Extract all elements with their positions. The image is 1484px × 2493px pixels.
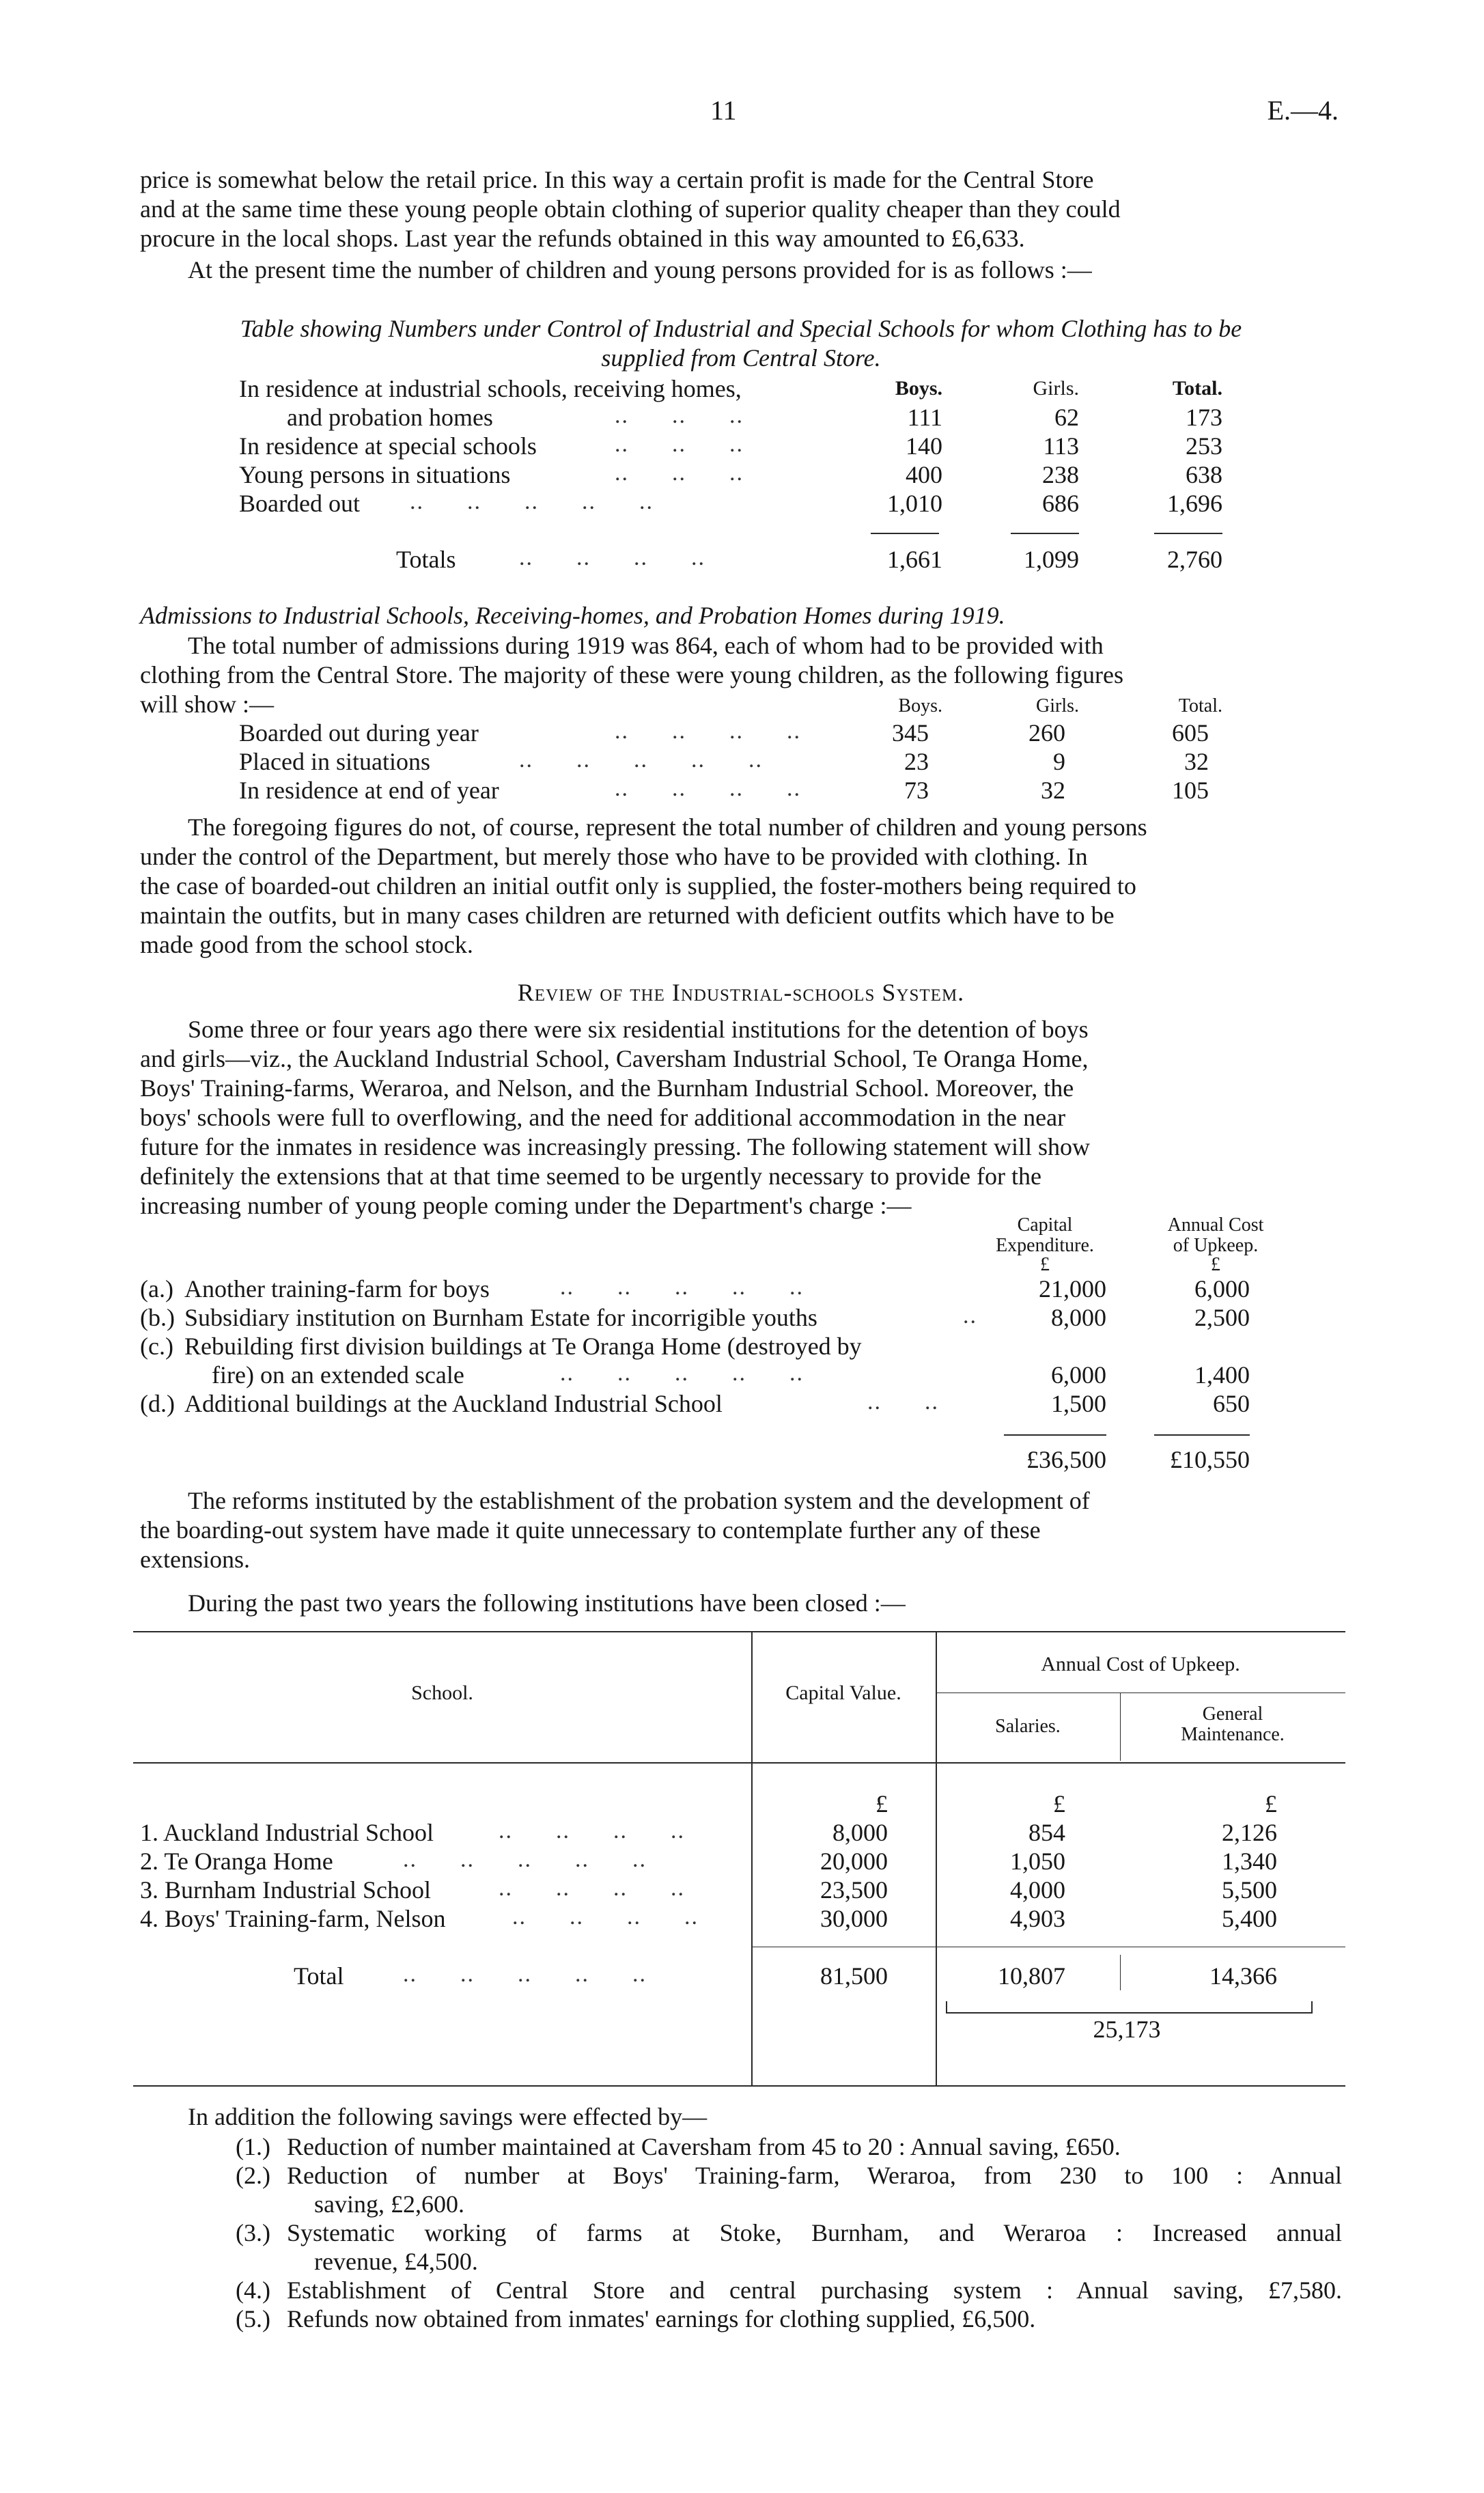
total-bracket-right: [1127, 2001, 1313, 2014]
saving-mark: (3.): [236, 2219, 270, 2246]
closed-unit-general: £: [1265, 1790, 1277, 1817]
foregoing-line: under the control of the Department, but merely those who have to be provided with clothing. In: [140, 843, 1088, 870]
closed-salaries-value: 854: [1028, 1819, 1065, 1846]
table1-row-label: In residence at industrial schools, receiving homes,: [239, 375, 742, 402]
extension-upkeep: 6,000: [1194, 1275, 1250, 1303]
table1-girls-value: 113: [1043, 432, 1079, 460]
admissions-header-girls: Girls.: [1036, 695, 1079, 716]
closed-salaries-value: 1,050: [1010, 1848, 1065, 1875]
admissions-boys-value: 73: [904, 777, 929, 804]
savings-intro: In addition the following savings were effected by—: [188, 2103, 708, 2130]
closed-general-value: 5,500: [1222, 1876, 1277, 1904]
review-line: Some three or four years ago there were six residential institutions for the detention of boys: [188, 1016, 1089, 1043]
upkeep-header-line1: Annual Cost: [1167, 1214, 1264, 1236]
admissions-girls-value: 32: [1041, 777, 1065, 804]
closed-general-value: 5,400: [1222, 1905, 1277, 1932]
extension-label-cont: fire) on an extended scale: [212, 1361, 464, 1389]
saving-mark: (1.): [236, 2133, 270, 2160]
extension-label: Additional buildings at the Auckland Industrial School: [184, 1390, 723, 1417]
extension-upkeep: 650: [1213, 1390, 1250, 1417]
admissions-boys-value: 345: [892, 719, 929, 747]
closed-school-name: 2. Te Oranga Home: [140, 1848, 333, 1875]
page-number: 11: [710, 95, 737, 126]
intro-paragraph: [140, 165, 1342, 253]
admissions-girls-value: 9: [1053, 748, 1065, 775]
admissions-line: clothing from the Central Store. The majority of these were young children, as the following figures: [140, 661, 1123, 688]
document-page: 11 E.—4. price is somewhat below the retail price. In this way a certain profit is made for the Central Store and at the same time these young people obtain clothing of superior quality cheaper than they could procure in the local shops. Last year the refunds obtained in this way amounted to £6,633. At the present time the number of children and young persons provided for is as follows :— Table showing Numbers under Control of Industrial and Special Schools for whom Clothing has to be supplied from Central Store. Boys. Girls. Total. In residence at industrial schools, receiving homes, and probation homes .. .. .. 111 62 173 In residence at special schools .. .. .. 140 113 253 Young persons in situations .. .. .. 400 238 638 Boarded out .. .. .. .. .. 1,010 686 1,696 Totals .. .. .. .. 1,661 1,099 2,760 Admissions to Industrial Schools, Receiving-homes, and Probation Homes during 1919. The total number of admissions during 1919 was 864, each of whom had to be provided with clothing from the Central Store. The majority of these were young children, as the following figures will show :— Boys. Girls. Total. Boarded out during year .. .. .. .. 345 260 605 Placed in situations .. .. .. .. .. 23 9 32 In residence at end of year .. .. .. .. 73 32 105 The foregoing figures do not, of course, represent the total number of children and young persons under the control of the Department, but merely those who have to be provided with clothing. In the case of boarded-out children an initial outfit only is supplied, the foster-mothers being required to maintain the outfits, but in many cases children are returned with deficient outfits which have to be made good from the school stock. Review of the Industrial-schools System. Some three or four years ago there were six residential institutions for the detention of boys and girls—viz., the Auckland Industrial School, Caversham Industrial School, Te Oranga Home, Boys' Training-farms, Weraroa, and Nelson, and the Burnham Industrial School. Moreover, the boys' schools were full to overflowing, and the need for additional accommodation in the near future for the inmates in residence was increasingly pressing. The following statement will show definitely the extensions that at that time seemed to be urgently necessary to provide for the increasing number of young people coming under the Department's charge :— Capital Expenditure. £ Annual Cost of Upkeep. £ (a.) Another training-farm for boys .. .. .. .. .. 21,000 6,000 (b.) Subsidiary institution on Burnham Estate for incorrigible youths .. 8,000 2,500 (c.) Rebuilding first division buildings at Te Oranga Home (destroyed by fire) on an extended scale .. .. .. .. .. 6,000 1,400 (d.) Additional buildings at the Auckland Industrial School .. .. 1,500 650 £36,500 £10,550 The reforms instituted by the establishment of the probation system and the development of the boarding-out system have made it quite unnecessary to contemplate further any of these extensions. During the past two years the following institutions have been closed :— School. Capital Value. Annual Cost of Upkeep. Salaries. General Maintenance. £ £ £ 1. Auckland Industrial School .. .. .. .. 8,000 854 2,126 2. Te Oranga Home .. .. .. .. .. 20,000 1,050 1,340 3. Burnham Industrial School .. .. .. .. 23,500 4,000 5,500 4. Boys' Training-farm, Nelson .. .. .. .. 30,000 4,903 5,400 Total .. .. .. .. .. 81,500 10,807 14,366 25,173 In addition the following savings were effected by— (1.) Reduction of number maintained at Caversham from 45 to 20 : Annual saving, £650. (2.) Reduction of number at Boys' Training-farm, Weraroa, from 230 to 100 : Annual saving, £2,600. (3.) Systematic working of farms at Stoke, Burnham, and Weraroa : Increased annual revenue, £4,500. (4.) Establishment of Central Store and central purchasing system : Annual saving, £7,580. (5.) Refunds now obtained from inmates' earnings for clothing supplied, £6,500.: [0, 0, 1484, 2493]
table1-row-label: In residence at special schools: [239, 432, 537, 460]
foregoing-line: made good from the school stock.: [140, 931, 473, 958]
saving-mark: (2.): [236, 2162, 270, 2189]
closed-total-salaries: 10,807: [998, 1962, 1065, 1990]
extension-mark: (b.): [140, 1304, 175, 1331]
extension-mark: (c.): [140, 1333, 173, 1360]
total-bracket-left: [946, 2001, 1128, 2014]
saving-text: Refunds now obtained from inmates' earnings for clothing supplied, £6,500.: [287, 2305, 1036, 2332]
intro-line: procure in the local shops. Last year the refunds obtained in this way amounted to £6,633.: [140, 225, 1025, 252]
extension-label: Subsidiary institution on Burnham Estate for incorrigible youths: [184, 1304, 817, 1331]
table1-total-value: 1,696: [1167, 490, 1222, 517]
table1-total-value: 173: [1186, 404, 1222, 431]
table1-row-label: Boarded out: [239, 490, 360, 517]
admissions-girls-value: 260: [1028, 719, 1065, 747]
closed-capital-value: 20,000: [820, 1848, 888, 1875]
intro-line: and at the same time these young people obtain clothing of superior quality cheaper than they could: [140, 195, 1121, 223]
intro-line: price is somewhat below the retail price. In this way a certain profit is made for the Central Store: [140, 166, 1094, 193]
saving-text-cont: saving, £2,600.: [314, 2190, 464, 2218]
reforms-line: The reforms instituted by the establishment of the probation system and the development of: [188, 1487, 1090, 1514]
saving-text-cont: revenue, £4,500.: [314, 2248, 478, 2275]
review-line: definitely the extensions that at that time seemed to be urgently necessary to provide for the: [140, 1162, 1041, 1190]
table1-caption-line: Table showing Numbers under Control of Industrial and Special Schools for whom Clothing has to be: [240, 315, 1242, 342]
saving-text: Reduction of number maintained at Caversham from 45 to 20 : Annual saving, £650.: [287, 2133, 1121, 2160]
table1-caption-line: supplied from Central Store.: [601, 344, 881, 372]
extensions-total-upkeep: £10,550: [1170, 1446, 1250, 1473]
table1-totals-girls: 1,099: [1024, 546, 1079, 573]
closed-general-value: 2,126: [1222, 1819, 1277, 1846]
closed-school-name: 3. Burnham Industrial School: [140, 1876, 431, 1904]
saving-text: Establishment of Central Store and central purchasing system : Annual saving, £7,580.: [287, 2276, 1342, 2304]
table1-girls-value: 686: [1042, 490, 1079, 517]
closed-header-capital: Capital Value.: [785, 1682, 901, 1704]
table1-boys-value: 400: [906, 461, 942, 488]
table1-totals-label: Totals: [396, 546, 456, 573]
capital-header-line2: Expenditure.: [996, 1235, 1094, 1256]
reforms-line: the boarding-out system have made it quite unnecessary to contemplate further any of these: [140, 1516, 1041, 1544]
closed-header-salaries: Salaries.: [995, 1716, 1061, 1737]
extension-label: Another training-farm for boys: [184, 1275, 490, 1303]
table1-row-label: and probation homes: [287, 404, 493, 431]
table1-totals-total: 2,760: [1167, 546, 1222, 573]
closed-school-name: 1. Auckland Industrial School: [140, 1819, 434, 1846]
admissions-total-value: 605: [1172, 719, 1209, 747]
extensions-total-capital: £36,500: [1026, 1446, 1106, 1473]
saving-mark: (4.): [236, 2276, 270, 2304]
upkeep-header-line2: of Upkeep.: [1173, 1235, 1259, 1256]
table1-header-boys: Boys.: [895, 377, 942, 400]
table1-total-value: 638: [1186, 461, 1222, 488]
review-line: increasing number of young people coming under the Department's charge :—: [140, 1192, 912, 1219]
closed-salaries-value: 4,000: [1010, 1876, 1065, 1904]
closed-total-label: Total: [294, 1962, 344, 1990]
review-heading: Review of the Industrial-schools System.: [517, 979, 965, 1006]
extension-capital: 1,500: [1051, 1390, 1106, 1417]
closed-intro: During the past two years the following institutions have been closed :—: [188, 1589, 906, 1617]
reforms-paragraph: [140, 1486, 1342, 1574]
review-line: Boys' Training-farms, Weraroa, and Nelson, and the Burnham Industrial School. Moreover, the: [140, 1074, 1074, 1102]
document-reference: E.—4.: [1267, 95, 1339, 126]
table1-girls-value: 62: [1054, 404, 1079, 431]
admissions-header-boys: Boys.: [898, 695, 942, 716]
table1-header-girls: Girls.: [1033, 377, 1079, 400]
table1-totals-boys: 1,661: [887, 546, 942, 573]
foregoing-paragraph: [140, 813, 1342, 960]
closed-combined-total: 25,173: [1093, 2016, 1161, 2043]
closed-general-value: 1,340: [1222, 1848, 1277, 1875]
admissions-line: will show :—: [140, 691, 275, 718]
extension-capital: 21,000: [1039, 1275, 1106, 1303]
admissions-row-label: Placed in situations: [239, 748, 430, 775]
review-line: and girls—viz., the Auckland Industrial School, Caversham Industrial School, Te Oranga Home,: [140, 1045, 1089, 1072]
table1-boys-value: 1,010: [887, 490, 942, 517]
capital-header-unit: £: [1040, 1254, 1050, 1275]
admissions-boys-value: 23: [904, 748, 929, 775]
review-paragraph: [140, 1015, 1342, 1221]
review-line: future for the inmates in residence was increasingly pressing. The following statement will show: [140, 1133, 1090, 1160]
admissions-total-value: 105: [1172, 777, 1209, 804]
closed-salaries-value: 4,903: [1010, 1905, 1065, 1932]
table1-total-value: 253: [1186, 432, 1222, 460]
extension-mark: (a.): [140, 1275, 173, 1303]
extension-label: Rebuilding first division buildings at Te Oranga Home (destroyed by: [184, 1333, 862, 1360]
closed-total-general: 14,366: [1209, 1962, 1277, 1990]
closed-capital-value: 30,000: [820, 1905, 888, 1932]
foregoing-line: the case of boarded-out children an initial outfit only is supplied, the foster-mothers being required to: [140, 872, 1136, 900]
table1-caption: [140, 314, 1342, 373]
saving-mark: (5.): [236, 2305, 270, 2332]
closed-header-school: School.: [411, 1682, 473, 1704]
closed-school-name: 4. Boys' Training-farm, Nelson: [140, 1905, 446, 1932]
extension-capital: 6,000: [1051, 1361, 1106, 1389]
table1-boys-value: 140: [906, 432, 942, 460]
closed-capital-value: 23,500: [820, 1876, 888, 1904]
table1-header-total: Total.: [1172, 377, 1222, 400]
extension-mark: (d.): [140, 1390, 175, 1417]
intro-paragraph-2: At the present time the number of children and young persons provided for is as follows :—: [188, 256, 1092, 283]
foregoing-line: maintain the outfits, but in many cases children are returned with deficient outfits which have to be: [140, 902, 1115, 929]
closed-unit-salaries: £: [1053, 1790, 1065, 1817]
extension-capital: 8,000: [1051, 1304, 1106, 1331]
capital-header-line1: Capital: [1017, 1214, 1073, 1236]
saving-text: Systematic working of farms at Stoke, Burnham, and Weraroa : Increased annual: [287, 2219, 1342, 2246]
admissions-row-label: Boarded out during year: [239, 719, 479, 747]
extension-upkeep: 1,400: [1194, 1361, 1250, 1389]
extension-upkeep: 2,500: [1194, 1304, 1250, 1331]
admissions-total-value: 32: [1184, 748, 1209, 775]
admissions-row-label: In residence at end of year: [239, 777, 499, 804]
upkeep-header-unit: £: [1211, 1254, 1220, 1275]
closed-header-general-2: Maintenance.: [1181, 1724, 1285, 1745]
closed-total-capital: 81,500: [820, 1962, 888, 1990]
saving-text: Reduction of number at Boys' Training-farm, Weraroa, from 230 to 100 : Annual: [287, 2162, 1342, 2189]
foregoing-line: The foregoing figures do not, of course, represent the total number of children and young persons: [188, 813, 1147, 841]
table1-boys-value: 111: [907, 404, 942, 431]
table1-row-label: Young persons in situations: [239, 461, 511, 488]
admissions-line: The total number of admissions during 1919 was 864, each of whom had to be provided with: [188, 632, 1104, 659]
reforms-line: extensions.: [140, 1546, 250, 1573]
closed-header-annual: Annual Cost of Upkeep.: [1041, 1653, 1240, 1675]
closed-header-general-1: General: [1202, 1703, 1263, 1725]
review-line: boys' schools were full to overflowing, and the need for additional accommodation in the near: [140, 1104, 1066, 1131]
closed-unit-capital: £: [876, 1790, 888, 1817]
admissions-heading: Admissions to Industrial Schools, Receiving-homes, and Probation Homes during 1919.: [140, 602, 1005, 629]
table1-girls-value: 238: [1042, 461, 1079, 488]
closed-capital-value: 8,000: [832, 1819, 888, 1846]
admissions-header-total: Total.: [1178, 695, 1222, 716]
